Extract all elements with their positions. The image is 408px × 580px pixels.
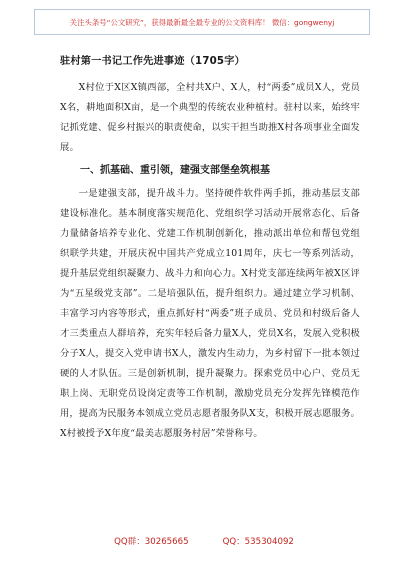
banner-text: 关注头条号“公文研究”，获得最新最全最专业的公文资料库！ 微信：gongwenyj	[69, 17, 335, 27]
qq-number-text: QQ：535304092	[222, 537, 294, 547]
intro-paragraph: X村位于X区X镇西部，全村共X户、X人，村“两委”成员X人，党员X名，耕地面积X亩，是一个典型的传统农业种植村。驻村以来，始终牢记抓党建、促乡村振兴的职责使命，以实干担当助推X村各项事业全面发展。	[60, 82, 360, 153]
qq-group-text: QQ群：30265665	[114, 537, 189, 547]
section-body-paragraph: 一是建强支部，提升战斗力。坚持硬件软件两手抓，推动基层支部建设标准化。基本制度落实规范化、党组织学习活动开展常态化、后备力量储备培养专业化、党建工作机制创新化，推动派出单位和帮包党组织联学共建，开展庆祝中国共产党成立101周年，庆七一等系列活动，提升基层党组织凝聚力、战斗力和向心力。X村党支部连续两年被X区评为“五星级党支部”。二是培强队伍，提升组织力。通过建立学习机制、丰富学习内容等形式，重点抓好村“两委”班子成员、党员和村级后备人才三类重点人群培养，充实年轻后备力量X人，党员X名，发展入党积极分子X人，提交入党申请书X人，激发内生动力，为乡村留下一批本领过硬的人才队伍。三是创新机制，提升凝聚力。探索党员中心户、党员无职上岗、无职党员设岗定责等工作机制，激励党员充分发挥先锋模范作用，提高为民服务本领成立党员志愿者服务队X支，积极开展志愿服务。X村被授予X年度“最美志愿服务村居”荣誉称号。	[60, 188, 360, 439]
footer-contact	[0, 535, 408, 547]
section-heading: 一、抓基础、重引领，建强支部堡垒筑根基	[80, 165, 270, 176]
document-body	[60, 52, 360, 444]
top-banner	[34, 9, 370, 35]
document-title: 驻村第一书记工作先进事迹（1705字）	[60, 56, 245, 67]
